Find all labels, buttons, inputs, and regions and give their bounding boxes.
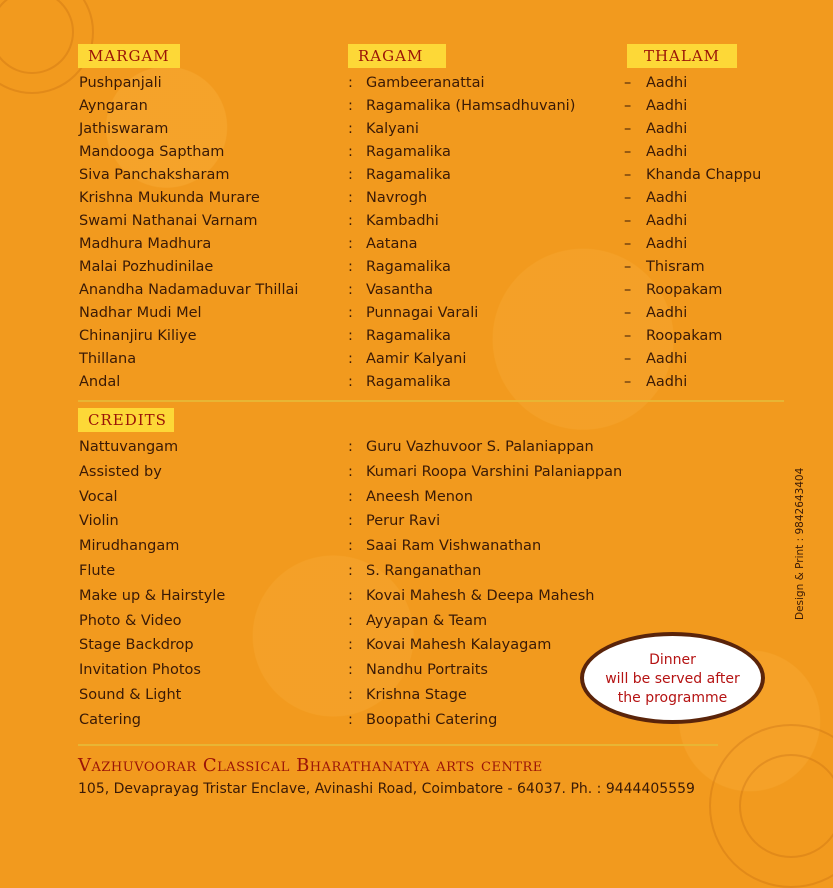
credit-role: Mirudhangam <box>79 538 180 555</box>
separator-colon: : <box>348 374 353 390</box>
margam-row <box>0 325 833 348</box>
separator-colon: : <box>348 351 353 367</box>
credit-row <box>0 460 833 485</box>
separator-colon: : <box>348 144 353 160</box>
margam-name: Jathiswaram <box>79 121 169 137</box>
margam-name: Andal <box>79 374 121 390</box>
separator-colon: : <box>348 213 353 229</box>
margam-name: Ayngaran <box>79 98 148 114</box>
separator-dash: – <box>624 190 632 206</box>
separator-dash: – <box>624 121 632 137</box>
credit-row <box>0 559 833 584</box>
dinner-note-badge <box>580 632 765 724</box>
separator-dash: – <box>624 144 632 160</box>
organization-address: 105, Devaprayag Tristar Enclave, Avinashi Road, Coimbatore - 64037. Ph. : 9444405559 <box>78 781 695 797</box>
credit-role: Sound & Light <box>79 686 182 703</box>
margam-name: Pushpanjali <box>79 75 162 91</box>
margam-row <box>0 279 833 302</box>
separator-colon: : <box>348 562 353 579</box>
margam-name: Malai Pozhudinilae <box>79 259 214 275</box>
credit-row <box>0 509 833 534</box>
footer-divider <box>78 744 718 746</box>
ragam-name: Gambeeranattai <box>366 75 485 91</box>
credit-name: Kumari Roopa Varshini Palaniappan <box>366 463 623 480</box>
design-credit-text: Design & Print : 9842643404 <box>794 467 806 620</box>
separator-colon: : <box>348 98 353 114</box>
ragam-name: Ragamalika <box>366 328 451 344</box>
ragam-name: Ragamalika <box>366 144 451 160</box>
margam-row <box>0 348 833 371</box>
margam-header: MARGAM <box>78 44 180 68</box>
credit-name: Saai Ram Vishwanathan <box>366 538 542 555</box>
margam-name: Madhura Madhura <box>79 236 212 252</box>
thalam-name: Khanda Chappu <box>646 167 762 183</box>
credit-role: Violin <box>79 513 119 530</box>
thalam-header: THALAM <box>627 44 737 68</box>
separator-dash: – <box>624 236 632 252</box>
thalam-name: Thisram <box>646 259 705 275</box>
thalam-name: Aadhi <box>646 213 688 229</box>
margam-name: Nadhar Mudi Mel <box>79 305 202 321</box>
margam-row <box>0 187 833 210</box>
separator-colon: : <box>348 190 353 206</box>
credit-role: Assisted by <box>79 463 162 480</box>
thalam-name: Roopakam <box>646 328 723 344</box>
thalam-name: Aadhi <box>646 75 688 91</box>
design-credit <box>794 460 808 630</box>
margam-row <box>0 256 833 279</box>
thalam-name: Aadhi <box>646 236 688 252</box>
credit-row <box>0 485 833 510</box>
thalam-name: Aadhi <box>646 374 688 390</box>
margam-name: Swami Nathanai Varnam <box>79 213 258 229</box>
separator-colon: : <box>348 75 353 91</box>
margam-list <box>0 72 833 394</box>
credit-name: Guru Vazhuvoor S. Palaniappan <box>366 439 594 455</box>
separator-dash: – <box>624 351 632 367</box>
margam-row <box>0 118 833 141</box>
separator-dash: – <box>624 75 632 91</box>
separator-colon: : <box>348 612 353 629</box>
margam-row <box>0 233 833 256</box>
credit-role: Vocal <box>79 488 118 505</box>
ragam-name: Navrogh <box>366 190 428 206</box>
separator-dash: – <box>624 167 632 183</box>
thalam-name: Aadhi <box>646 98 688 114</box>
separator-colon: : <box>348 328 353 344</box>
separator-colon: : <box>348 711 353 728</box>
margam-name: Mandooga Saptham <box>79 144 225 160</box>
margam-name: Krishna Mukunda Murare <box>79 190 260 206</box>
separator-colon: : <box>348 236 353 252</box>
credit-name: Nandhu Portraits <box>366 662 488 679</box>
margam-row <box>0 141 833 164</box>
ragam-name: Vasantha <box>366 282 434 298</box>
ragam-name: Aatana <box>366 236 418 252</box>
ragam-name: Kalyani <box>366 121 419 137</box>
dinner-note-line: will be served after <box>605 671 740 687</box>
margam-row <box>0 371 833 394</box>
credit-name: Perur Ravi <box>366 513 441 530</box>
dinner-note-line: Dinner <box>649 652 696 668</box>
credit-row <box>0 534 833 559</box>
credit-role: Make up & Hairstyle <box>79 587 226 604</box>
credit-row <box>0 584 833 609</box>
thalam-name: Aadhi <box>646 351 688 367</box>
credit-role: Flute <box>79 562 116 579</box>
credit-name: Ayyapan & Team <box>366 612 488 629</box>
credit-role: Photo & Video <box>79 612 182 629</box>
separator-dash: – <box>624 282 632 298</box>
margam-row <box>0 302 833 325</box>
margam-name: Anandha Nadamaduvar Thillai <box>79 282 299 298</box>
separator-colon: : <box>348 662 353 679</box>
separator-dash: – <box>624 98 632 114</box>
credit-name: Aneesh Menon <box>366 488 473 505</box>
credit-row <box>0 435 833 460</box>
credits-header: CREDITS <box>78 408 174 432</box>
thalam-name: Aadhi <box>646 305 688 321</box>
margam-row <box>0 72 833 95</box>
margam-name: Chinanjiru Kiliye <box>79 328 197 344</box>
separator-colon: : <box>348 513 353 530</box>
organization-name: Vazhuvoorar Classical Bharathanatya arts centre <box>78 755 543 776</box>
credit-name: Kovai Mahesh Kalayagam <box>366 637 552 654</box>
thalam-name: Aadhi <box>646 190 688 206</box>
ragam-name: Punnagai Varali <box>366 305 479 321</box>
margam-row <box>0 95 833 118</box>
credit-role: Nattuvangam <box>79 439 179 455</box>
separator-dash: – <box>624 374 632 390</box>
thalam-name: Aadhi <box>646 144 688 160</box>
separator-colon: : <box>348 538 353 555</box>
separator-colon: : <box>348 587 353 604</box>
separator-dash: – <box>624 328 632 344</box>
separator-colon: : <box>348 282 353 298</box>
separator-colon: : <box>348 488 353 505</box>
credit-name: S. Ranganathan <box>366 562 482 579</box>
separator-colon: : <box>348 121 353 137</box>
separator-colon: : <box>348 259 353 275</box>
thalam-name: Roopakam <box>646 282 723 298</box>
credit-name: Boopathi Catering <box>366 711 498 728</box>
ragam-name: Aamir Kalyani <box>366 351 467 367</box>
ragam-name: Ragamalika (Hamsadhuvani) <box>366 98 576 114</box>
ragam-name: Kambadhi <box>366 213 439 229</box>
credit-role: Catering <box>79 711 142 728</box>
ragam-name: Ragamalika <box>366 374 451 390</box>
decorative-floral-corner <box>739 754 833 858</box>
separator-colon: : <box>348 167 353 183</box>
credit-name: Krishna Stage <box>366 686 467 703</box>
margam-name: Siva Panchaksharam <box>79 167 230 183</box>
ragam-name: Ragamalika <box>366 167 451 183</box>
thalam-name: Aadhi <box>646 121 688 137</box>
separator-dash: – <box>624 213 632 229</box>
credit-row <box>0 609 833 634</box>
dinner-note-line: the programme <box>617 690 728 706</box>
section-divider <box>78 400 784 402</box>
separator-colon: : <box>348 686 353 703</box>
credit-role: Invitation Photos <box>79 662 201 679</box>
separator-colon: : <box>348 637 353 654</box>
ragam-name: Ragamalika <box>366 259 451 275</box>
ragam-header: RAGAM <box>348 44 446 68</box>
margam-row <box>0 210 833 233</box>
separator-colon: : <box>348 463 353 480</box>
separator-colon: : <box>348 305 353 321</box>
credit-name: Kovai Mahesh & Deepa Mahesh <box>366 587 595 604</box>
credit-role: Stage Backdrop <box>79 637 194 654</box>
separator-dash: – <box>624 305 632 321</box>
separator-colon: : <box>348 439 353 455</box>
margam-name: Thillana <box>79 351 137 367</box>
margam-row <box>0 164 833 187</box>
separator-dash: – <box>624 259 632 275</box>
